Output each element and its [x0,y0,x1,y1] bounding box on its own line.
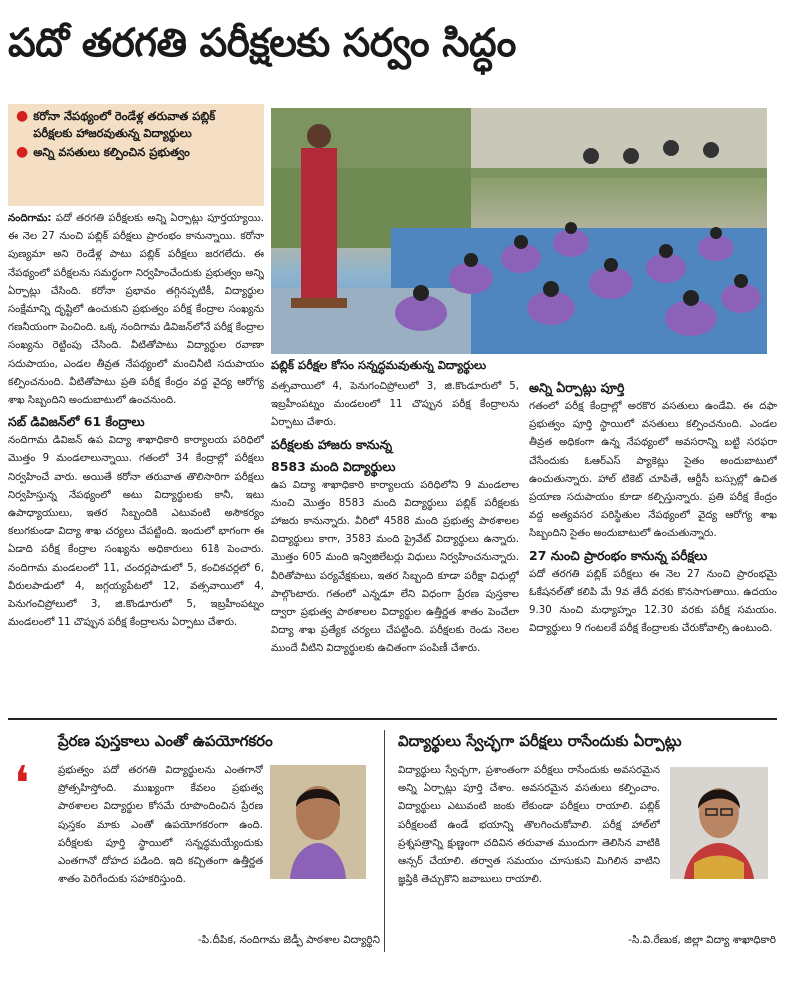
subheading-student-count: 8583 మంది విద్యార్థులు [271,458,396,474]
article-column-3 [529,378,777,715]
subheading-attendance: పరీక్షలకు హాజరు కానున్న [271,436,393,452]
paragraph-attendance: ఉప విద్యా శాఖాధికారి కార్యాలయ పరిధిలోని 9 మండలాల నుంచి మొత్తం 8583 మంది విద్యార్థులు పబ్లిక్ పరీక్షలకు హాజరు కానున్నారు. వీరిలో 4588 మంది ప్రభుత్వ పాఠశాలల విద్యార్థులు కాగా, 3583 మంది ప్రైవేట్ విద్యార్థులు ఉన్నారు. మొత్తం 605 మంది ఇన్విజిలేటర్లు విధులు నిర్వహించనున్నారు. వీరితోపాటు పర్యవేక్షకులు, ఇతర సిబ్బంది కూడా పరీక్షా విధుల్లో పాల్గొంటారు. గతంలో ఎన్నడూ లేని విధంగా ప్రేరణ పుస్తకాల ద్వారా ప్రభుత్వ పాఠశాలల విద్యార్థుల ఉత్తీర్ణత శాతం పెంచేలా విద్యా శాఖ ప్రత్యేక చర్యలు చేపట్టింది. పరీక్షలకు రెండు నెలల ముందే వీటిని విద్యార్థులకు ఉచితంగా పంపిణీ చేశారు. [271,479,519,655]
subheading-arrangements: అన్ని ఏర్పాట్లు పూర్తి [529,380,625,395]
photo-illustration [271,108,767,354]
subheading-exam-dates: 27 నుంచి ప్రారంభం కానున్న పరీక్షలు [529,547,708,563]
quote-right-text: విద్యార్థులు స్వేచ్ఛగా, ప్రశాంతంగా పరీక్షలు రాసేందుకు అవసరమైన అన్ని ఏర్పాట్లు పూర్తి చేశాం. అవసరమైన వసతులు కల్పించాం. విద్యార్థులు ఎటువంటి జంకు లేకుండా పరీక్షలు రాయాలి. పబ్లిక్ పరీక్షలంటే ఉండే భయాన్ని తొలగించుకోవాలి. పరీక్ష హాల్‌లో ప్రశ్నపత్రాన్ని క్షుణ్ణంగా చదివిన తరువాత ముందుగా తెలిసిన వాటికి ఆన్సర్ చేయాలి. తర్వాత సమయం చూసుకుని మిగిలిన వాటిని జ్ఞప్తికి తెచ్చుకొని జవాబులు రాయాలి. [398,765,660,886]
headline: పదో తరగతి పరీక్షలకు సర్వం సిద్ధం [8,21,516,66]
highlights-box [8,104,264,206]
article-column-2 [271,378,519,715]
bullet-icon: ● [16,108,29,124]
paragraph-centres-continued: వత్సవాయిలో 4, పెనుగంచిప్రోలులో 3, జి.కొండూరులో 5, ఇబ్రహీంపట్నం మండలంలో 11 చొప్పున పరీక్ష కేంద్రాలను ఏర్పాటు చేశారు. [271,381,519,429]
paragraph-arrangements: గతంలో పరీక్ష కేంద్రాల్లో అరకొర వసతులు ఉండేవి. ఈ దఫా ప్రభుత్వం పూర్తి స్థాయిలో వసతులు కల్పించనుంది. ఎండల తీవ్రత అధికంగా ఉన్న నేపథ్యంలో అవసరాన్ని బట్టి సరఫరా చేసేందుకు ఓఆర్ఎస్ ప్యాకెట్లు సైతం అందుబాటులో ఉంచుతున్నారు. హాల్ టికెట్ చూపితే, ఆర్టీసీ బస్సుల్లో ఉచిత ప్రయాణ సదుపాయం కూడా కల్పిస్తున్నారు. ప్రతి పరీక్ష కేంద్రం వద్ద అత్యవసర పరిస్థితుల నేపథ్యంలో వైద్య ఆరోగ్య శాఖ సిబ్బందిని సైతం అందుబాటులో ఉంచుతున్నారు. [529,401,777,540]
quote-right-heading: విద్యార్థులు స్వేచ్ఛగా పరీక్షలు రాసేందుకు ఏర్పాట్లు [398,732,682,750]
quote-left-signature: -పి.దీపిక, నందిగామ జెడ్పీ పాఠశాల విద్యార్థిని [197,934,380,946]
official-portrait-illustration [670,767,768,879]
quote-divider [384,730,385,952]
dateline: నందిగామ: [8,213,52,224]
student-portrait [270,765,366,879]
quote-left-text: ప్రభుత్వం పదో తరగతి విద్యార్థులను ఎంతగానో ప్రోత్సహిస్తోంది. ముఖ్యంగా కేవలం ప్రభుత్వ పాఠశాలల విద్యార్థుల కోసమే రూపొందించిన ప్రేరణ పుస్తకం మాకు ఎంతో ఉపయోగకరంగా ఉంది. పరీక్షలకు పూర్తి స్థాయిలో సన్నద్ధమయ్యేందుకు ఎంతగానో దోహద పడింది. ఇది కచ్చితంగా ఉత్తీర్ణత శాతం పెరిగేందుకు సహకరిస్తుంది. [58,765,263,886]
paragraph-exam-dates: పదో తరగతి పబ్లిక్ పరీక్షలు ఈ నెల 27 నుంచి ప్రారంభమై ఓకేషనల్‌తో కలిపి మే 9వ తేదీ వరకు కొనసాగుతాయి. ఉదయం 9.30 నుంచి మధ్యాహ్నం 12.30 వరకు పరీక్ష సమయం. విద్యార్థులు 9 గంటలకే పరీక్ష కేంద్రాలకు చేరుకోవాల్సి ఉంటుంది. [529,568,777,635]
article-column-1 [8,210,264,715]
quote-right-signature: -సి.వి.రేణుక, జిల్లా విద్యా శాఖాధికారి [628,934,776,946]
highlight-item [16,108,258,142]
official-portrait [670,767,768,879]
intro-text: పదో తరగతి పరీక్షలకు అన్ని ఏర్పాట్లు పూర్తయ్యాయి. ఈ నెల 27 నుంచి పబ్లిక్ పరీక్షలు ప్రారంభం కానున్నాయి. కరోనా పుణ్యమా అని రెండేళ్ల పాటు పబ్లిక్ పరీక్షలు జరగలేదు. ఈ నేపథ్యంలో పరీక్షలను సమర్థంగా నిర్వహించేందుకు ప్రభుత్వం అన్ని ఏర్పాట్లు చేసింది. కరోనా ప్రభావం తగ్గినప్పటికీ, విద్యార్థుల సంక్షేమాన్ని దృష్టిలో ఉంచుకుని ప్రభుత్వం పరీక్ష కేంద్రాల సంఖ్యను గణనీయంగా పెంచింది. ఒక్క నందిగామ డివిజన్‌లోనే పరీక్ష కేంద్రాల సంఖ్యను రెట్టింపు చేసింది. వీటితోపాటు విద్యార్థుల రవాణా సదుపాయం, ఎండల తీవ్రత నేపథ్యంలో మంచినీటి సదుపాయం కల్పించనుంది. వీటితోపాటు ప్రతి పరీక్ష కేంద్రం వద్ద వైద్య ఆరోగ్య శాఖ సిబ్బందిని అందుబాటులో ఉంచనుంది. [8,213,264,407]
student-portrait-illustration [270,765,366,879]
highlight-item [16,144,258,161]
paragraph-centres: నందిగామ డివిజన్ ఉప విద్యా శాఖాధికారి కార్యాలయ పరిధిలో మొత్తం 9 మండలాలున్నాయి. గతంలో 34 కేంద్రాల్లో పరీక్షలు నిర్వహించే వారు. అయితే కరోనా తరువాత తొలిసారిగా పరీక్షలు నిర్వహిస్తున్న నేపథ్యంలో అటు విద్యార్థులకు కానీ, ఇటు ఉపాధ్యాయులు, ఇతర సిబ్బందికి ఎటువంటి అసౌకర్యం కలుగకుండా విద్యా శాఖ చర్యలు చేపట్టింది. ఇందులో భాగంగా ఈ ఏడాది పరీక్ష కేంద్రాల సంఖ్యను అధికారులు 61కి పెంచారు. నందిగామ మండలంలో 11, చందర్లపాడులో 5, కంచికచర్లలో 6, వీరులపాడులో 4, జగ్గయ్యపేటలో 12, వత్సవాయిలో 4, పెనుగంచిప్రోలులో 3, జి.కొండూరులో 5, ఇబ్రహీంపట్నం మండలంలో 11 చొప్పున పరీక్ష కేంద్రాలను ఏర్పాటు చేశారు. [8,435,264,629]
bullet-icon: ● [16,144,29,160]
article-intro [8,210,264,410]
section-divider [8,718,777,720]
highlight-text: కరోనా నేపథ్యంలో రెండేళ్ల తరువాత పబ్లిక్ పరీక్షలకు హాజరవుతున్న విద్యార్థులు [33,109,216,140]
highlight-text: అన్ని వసతులు కల్పించిన ప్రభుత్వం [33,145,190,159]
subheading-centres: సబ్ డివిజన్‌లో 61 కేంద్రాలు [8,414,145,430]
quote-left-heading: ప్రేరణ పుస్తకాలు ఎంతో ఉపయోగకరం [58,732,273,750]
quote-mark-icon: ❛ [14,756,30,812]
photo-caption: పబ్లిక్ పరీక్షల కోసం సన్నద్ధమవుతున్న విద్యార్థులు [271,358,487,372]
exam-preparation-photo [271,108,767,354]
